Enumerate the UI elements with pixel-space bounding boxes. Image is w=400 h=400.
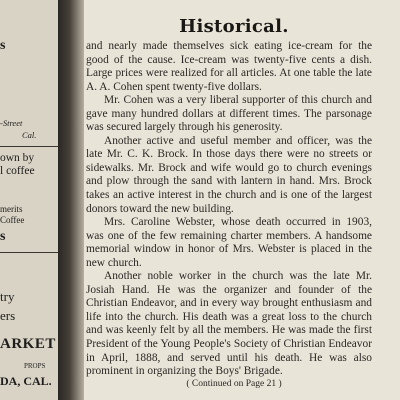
paragraph: Another noble worker in the church was the late Mr. Josiah Hand. He was the organizer and founder of the Christian Endeavor, and in every way brought enthusiasm and life into the church. His death was a great loss to the church and was keenly felt by all the members. He was made the first President of the Young People's Society of Christian Endeavor in April, 1888, and served until his death. He was also prominent in organizing the Boys' Brigade. <box>86 270 372 378</box>
paragraph: Mr. Cohen was a very liberal supporter of this church and gave many hundred dollars at different times. The parsonage was secured largely through his generosity. <box>86 94 372 134</box>
left-page-text: DA, CAL. <box>0 374 52 388</box>
paragraph: Mrs. Caroline Webster, whose death occurred in 1903, was one of the few remaining charter members. A handsome memorial window in honor of Mrs. Webster is placed in the new church. <box>86 216 372 269</box>
continuation-note: ( Continued on Page 21 ) <box>186 379 282 389</box>
left-page-text: merits <box>0 204 23 214</box>
paragraph: and nearly made themselves sick eating ice-cream for the good of the cause. Ice-cream was twenty-five cents a dish. Large prices were realized for all articles. At one table the late A. A. Cohen spent twenty-five dollars. <box>86 40 372 93</box>
left-page-text: own by <box>0 152 35 164</box>
left-page-text: ers <box>0 308 16 323</box>
left-page-text: s <box>0 229 6 244</box>
left-page-text: s <box>0 38 6 53</box>
left-page-text: Coffee <box>0 215 25 225</box>
left-page-text: try <box>0 289 15 304</box>
divider <box>0 252 58 253</box>
left-page-text: ARKET <box>0 336 56 352</box>
article-body <box>86 40 372 379</box>
facing-page-fragment <box>0 0 58 400</box>
left-page-text: PROPS <box>24 362 46 370</box>
left-page-text: -Street <box>0 118 23 128</box>
page-heading: Historical. <box>179 16 289 37</box>
book-page <box>84 0 400 400</box>
book-gutter <box>58 0 84 400</box>
left-page-text: Cal. <box>22 130 37 140</box>
paragraph: Another active and useful member and officer, was the late Mr. C. K. Brock. In those days there were no streets or sidewalks. Mr. Brock and wife would go to church evenings and plow through the sand with lantern in hand. Mrs. Brock takes an active interest in the church and is one of the largest donors toward the new building. <box>86 134 372 215</box>
left-page-text: l coffee <box>0 165 35 177</box>
divider <box>0 146 58 147</box>
